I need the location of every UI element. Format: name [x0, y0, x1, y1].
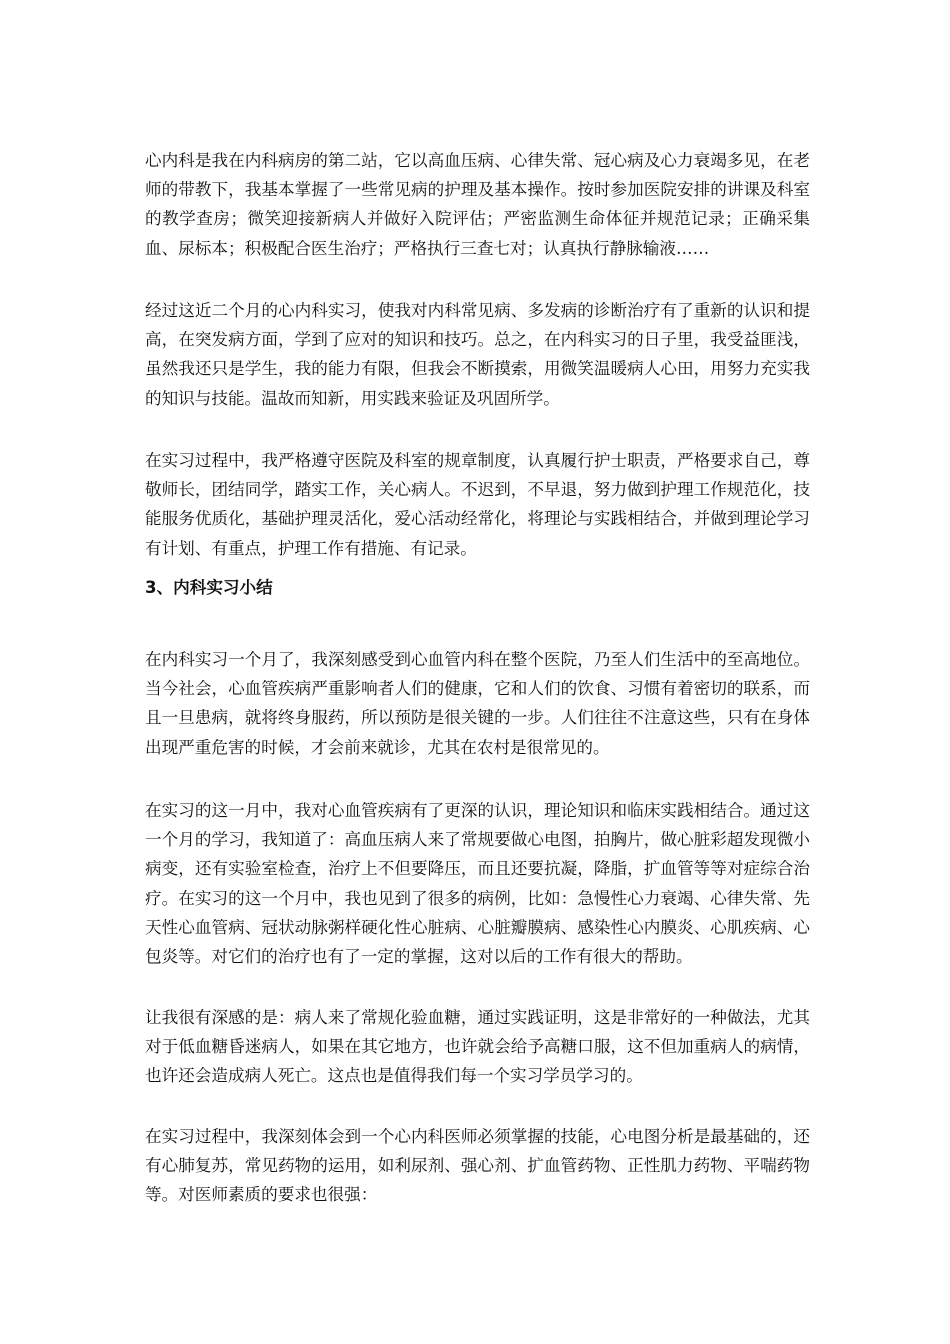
paragraph-3: 在实习过程中，我严格遵守医院及科室的规章制度，认真履行护士职责，严格要求自己，尊敬师长，团结同学，踏实工作，关心病人。不迟到，不早退，努力做到护理工作规范化，技能服务优质化，基础护理灵活化，爱心活动经常化，将理论与实践相结合，并做到理论学习有计划、有重点，护理工作有措施、有记录。	[145, 451, 810, 558]
section-number: 3	[145, 578, 157, 597]
paragraph-7: 在实习过程中，我深刻体会到一个心内科医师必须掌握的技能，心电图分析是最基础的，还有心肺复苏，常见药物的运用，如利尿剂、强心剂、扩血管药物、正性肌力药物、平喘药物等。对医师素质的要求也很强：	[145, 1127, 810, 1205]
section-heading	[145, 573, 273, 602]
section-title: 、内科实习小结	[156, 577, 273, 597]
paragraph-2: 经过这近二个月的心内科实习，使我对内科常见病、多发病的诊断治疗有了重新的认识和提高，在突发病方面，学到了应对的知识和技巧。总之，在内科实习的日子里，我受益匪浅，虽然我还只是学生，我的能力有限，但我会不断摸索，用微笑温暖病人心田，用努力充实我的知识与技能。温故而知新，用实践来验证及巩固所学。	[145, 301, 810, 408]
paragraph-5: 在实习的这一月中，我对心血管疾病有了更深的认识，理论知识和临床实践相结合。通过这一个月的学习，我知道了：高血压病人来了常规要做心电图，拍胸片，做心脏彩超发现微小病变，还有实验室检查，治疗上不但要降压，而且还要抗凝，降脂，扩血管等等对症综合治疗。在实习的这一个月中，我也见到了很多的病例，比如：急慢性心力衰竭、心律失常、先天性心血管病、冠状动脉粥样硬化性心脏病、心脏瓣膜病、感染性心内膜炎、心肌疾病、心包炎等。对它们的治疗也有了一定的掌握，这对以后的工作有很大的帮助。	[145, 801, 810, 967]
paragraph-6: 让我很有深感的是：病人来了常规化验血糖，通过实践证明，这是非常好的一种做法，尤其对于低血糖昏迷病人，如果在其它地方，也许就会给予高糖口服，这不但加重病人的病情，也许还会造成病人死亡。这点也是值得我们每一个实习学员学习的。	[145, 1008, 810, 1086]
paragraph-4: 在内科实习一个月了，我深刻感受到心血管内科在整个医院，乃至人们生活中的至高地位。当今社会，心血管疾病严重影响者人们的健康，它和人们的饮食、习惯有着密切的联系，而且一旦患病，就将终身服药，所以预防是很关键的一步。人们往往不注意这些，只有在身体出现严重危害的时候，才会前来就诊，尤其在农村是很常见的。	[145, 650, 810, 757]
paragraph-1: 心内科是我在内科病房的第二站，它以高血压病、心律失常、冠心病及心力衰竭多见，在老师的带教下，我基本掌握了一些常见病的护理及基本操作。按时参加医院安排的讲课及科室的教学查房；微笑迎接新病人并做好入院评估；严密监测生命体征并规范记录；正确采集血、尿标本；积极配合医生治疗；严格执行三查七对；认真执行静脉输液……	[145, 151, 810, 258]
